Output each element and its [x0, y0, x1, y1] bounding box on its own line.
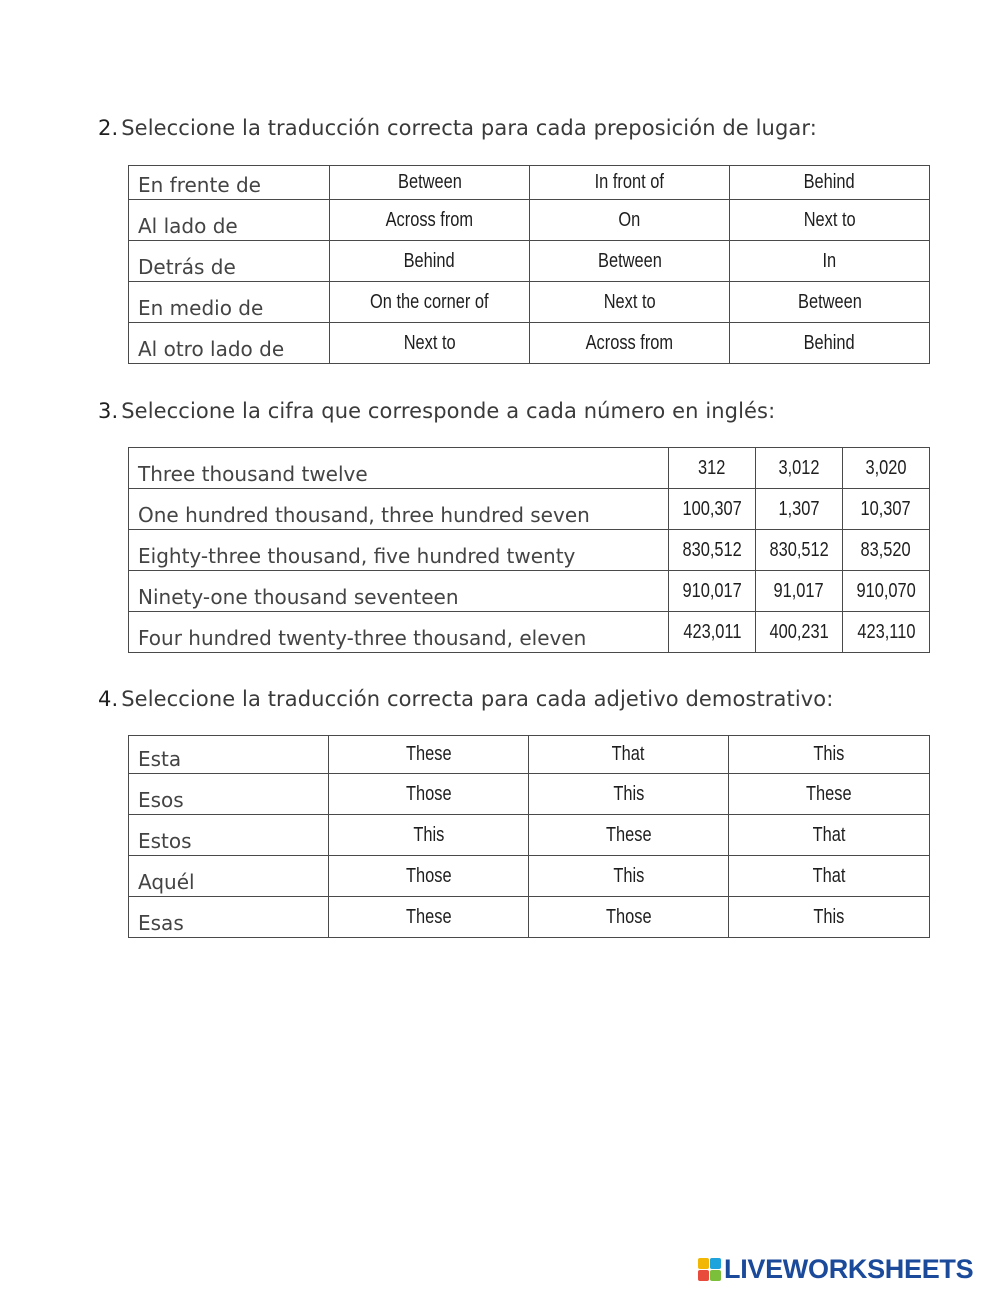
- option-label: 10,307: [860, 497, 912, 520]
- option-label: 830,512: [682, 538, 742, 561]
- row-prompt: Eighty-three thousand, five hundred twenty: [129, 530, 669, 571]
- option-label: In: [822, 249, 837, 272]
- answer-option[interactable]: [529, 897, 729, 938]
- answer-option[interactable]: [330, 323, 530, 364]
- section-3-table: [128, 447, 930, 653]
- row-prompt: Detrás de: [129, 241, 330, 282]
- option-label: In front of: [594, 171, 665, 193]
- section-2-heading: Seleccione la traducción correcta para cada preposición de lugar:: [121, 116, 817, 140]
- answer-option[interactable]: [729, 736, 930, 774]
- option-label: These: [605, 823, 652, 846]
- row-prompt: En frente de: [129, 166, 330, 200]
- option-label: These: [806, 782, 852, 805]
- row-prompt: En medio de: [129, 282, 330, 323]
- section-3-heading: Seleccione la cifra que corresponde a cada número en inglés:: [121, 399, 776, 423]
- answer-option[interactable]: [529, 774, 729, 815]
- answer-option[interactable]: [730, 323, 930, 364]
- answer-option[interactable]: [329, 774, 529, 815]
- option-label: Next to: [603, 290, 656, 313]
- row-prompt: Ninety-one thousand seventeen: [129, 571, 669, 612]
- option-label: 423,110: [856, 620, 916, 643]
- option-label: 830,512: [769, 538, 829, 561]
- table-row: [129, 736, 930, 774]
- answer-option[interactable]: [669, 571, 756, 612]
- section-4-number: 4.: [98, 687, 119, 711]
- option-label: Those: [405, 864, 452, 887]
- answer-option[interactable]: [756, 571, 843, 612]
- option-label: Across from: [385, 208, 474, 231]
- option-label: Next to: [403, 331, 456, 354]
- row-prompt: Aquél: [129, 856, 329, 897]
- section-2-table: [128, 165, 930, 364]
- option-label: Between: [797, 290, 862, 313]
- option-label: Next to: [803, 208, 856, 231]
- option-label: 423,011: [682, 620, 742, 643]
- answer-option[interactable]: [530, 200, 730, 241]
- table-row: [129, 200, 930, 241]
- option-label: 1,307: [778, 497, 820, 520]
- answer-option[interactable]: [669, 612, 756, 653]
- answer-option[interactable]: [730, 200, 930, 241]
- table-row: [129, 530, 930, 571]
- table-row: [129, 282, 930, 323]
- section-3-title: [98, 399, 775, 423]
- answer-option[interactable]: [329, 856, 529, 897]
- option-label: On: [618, 208, 641, 231]
- answer-option[interactable]: [730, 282, 930, 323]
- option-label: These: [405, 905, 452, 928]
- answer-option[interactable]: [530, 323, 730, 364]
- row-prompt: Estos: [129, 815, 329, 856]
- answer-option[interactable]: [730, 166, 930, 200]
- option-label: 83,520: [860, 538, 912, 561]
- answer-option[interactable]: [729, 815, 930, 856]
- answer-option[interactable]: [529, 856, 729, 897]
- table-row: [129, 489, 930, 530]
- row-prompt: Al otro lado de: [129, 323, 330, 364]
- answer-option[interactable]: [669, 489, 756, 530]
- row-prompt: Esos: [129, 774, 329, 815]
- option-label: Those: [605, 905, 652, 928]
- answer-option[interactable]: [756, 612, 843, 653]
- table-row: [129, 897, 930, 938]
- answer-option[interactable]: [729, 774, 930, 815]
- option-label: This: [412, 823, 444, 846]
- answer-option[interactable]: [529, 815, 729, 856]
- logo-brand-text: LIVEWORKSHEETS: [724, 1253, 974, 1284]
- table-row: [129, 166, 930, 200]
- option-label: Between: [397, 171, 462, 193]
- option-label: This: [612, 782, 644, 805]
- answer-option[interactable]: [530, 166, 730, 200]
- section-2-number: 2.: [98, 116, 119, 140]
- option-label: 100,307: [682, 497, 742, 520]
- option-label: Behind: [403, 249, 456, 272]
- table-row: [129, 612, 930, 653]
- answer-option[interactable]: [756, 489, 843, 530]
- row-prompt: Four hundred twenty-three thousand, eleven: [129, 612, 669, 653]
- answer-option[interactable]: [530, 241, 730, 282]
- section-3-number: 3.: [98, 399, 119, 423]
- option-label: This: [813, 905, 845, 928]
- table-row: [129, 815, 930, 856]
- option-label: 400,231: [769, 620, 829, 643]
- section-4-heading: Seleccione la traducción correcta para cada adjetivo demostrativo:: [121, 687, 834, 711]
- answer-option[interactable]: [329, 736, 529, 774]
- table-row: [129, 241, 930, 282]
- answer-option[interactable]: [329, 815, 529, 856]
- section-2-title: [98, 116, 817, 140]
- answer-option[interactable]: [729, 897, 930, 938]
- option-label: On the corner of: [370, 290, 489, 313]
- answer-option[interactable]: [756, 530, 843, 571]
- section-4-title: [98, 687, 833, 711]
- answer-option[interactable]: [329, 897, 529, 938]
- answer-option[interactable]: [843, 612, 930, 653]
- row-prompt: One hundred thousand, three hundred seven: [129, 489, 669, 530]
- answer-option[interactable]: [843, 489, 930, 530]
- answer-option[interactable]: [330, 282, 530, 323]
- option-label: 3,012: [778, 456, 820, 479]
- answer-option[interactable]: [843, 530, 930, 571]
- answer-option[interactable]: [530, 282, 730, 323]
- option-label: 910,070: [856, 579, 916, 602]
- option-label: That: [812, 864, 846, 887]
- row-prompt: Al lado de: [129, 200, 330, 241]
- option-label: These: [405, 743, 452, 765]
- logo-mark-square: [710, 1270, 721, 1281]
- table-row: [129, 571, 930, 612]
- answer-option[interactable]: [669, 530, 756, 571]
- option-label: 910,017: [682, 579, 742, 602]
- option-label: That: [612, 743, 645, 765]
- option-label: 312: [698, 456, 726, 479]
- option-label: Across from: [585, 331, 674, 354]
- answer-option[interactable]: [843, 448, 930, 489]
- row-prompt: Three thousand twelve: [129, 448, 669, 489]
- answer-option[interactable]: [330, 166, 530, 200]
- logo-mark-square: [710, 1258, 721, 1269]
- answer-option[interactable]: [330, 241, 530, 282]
- answer-option[interactable]: [729, 856, 930, 897]
- option-label: Behind: [803, 171, 856, 193]
- answer-option[interactable]: [756, 448, 843, 489]
- answer-option[interactable]: [843, 571, 930, 612]
- row-prompt: Esas: [129, 897, 329, 938]
- answer-option[interactable]: [529, 736, 729, 774]
- option-label: Between: [597, 249, 662, 272]
- liveworksheets-logo-icon: [698, 1258, 721, 1281]
- logo-mark-square: [698, 1270, 709, 1281]
- option-label: This: [612, 864, 644, 887]
- answer-option[interactable]: [669, 448, 756, 489]
- table-row: [129, 323, 930, 364]
- liveworksheets-logo[interactable]: [698, 1252, 973, 1286]
- section-4-table: [128, 735, 930, 938]
- option-label: Those: [405, 782, 452, 805]
- option-label: That: [812, 823, 846, 846]
- table-row: [129, 448, 930, 489]
- answer-option[interactable]: [330, 200, 530, 241]
- option-label: Behind: [803, 331, 856, 354]
- answer-option[interactable]: [730, 241, 930, 282]
- logo-mark-square: [698, 1258, 709, 1269]
- option-label: 91,017: [773, 579, 825, 602]
- table-row: [129, 856, 930, 897]
- option-label: 3,020: [865, 456, 907, 479]
- option-label: This: [813, 743, 845, 765]
- row-prompt: Esta: [129, 736, 329, 774]
- table-row: [129, 774, 930, 815]
